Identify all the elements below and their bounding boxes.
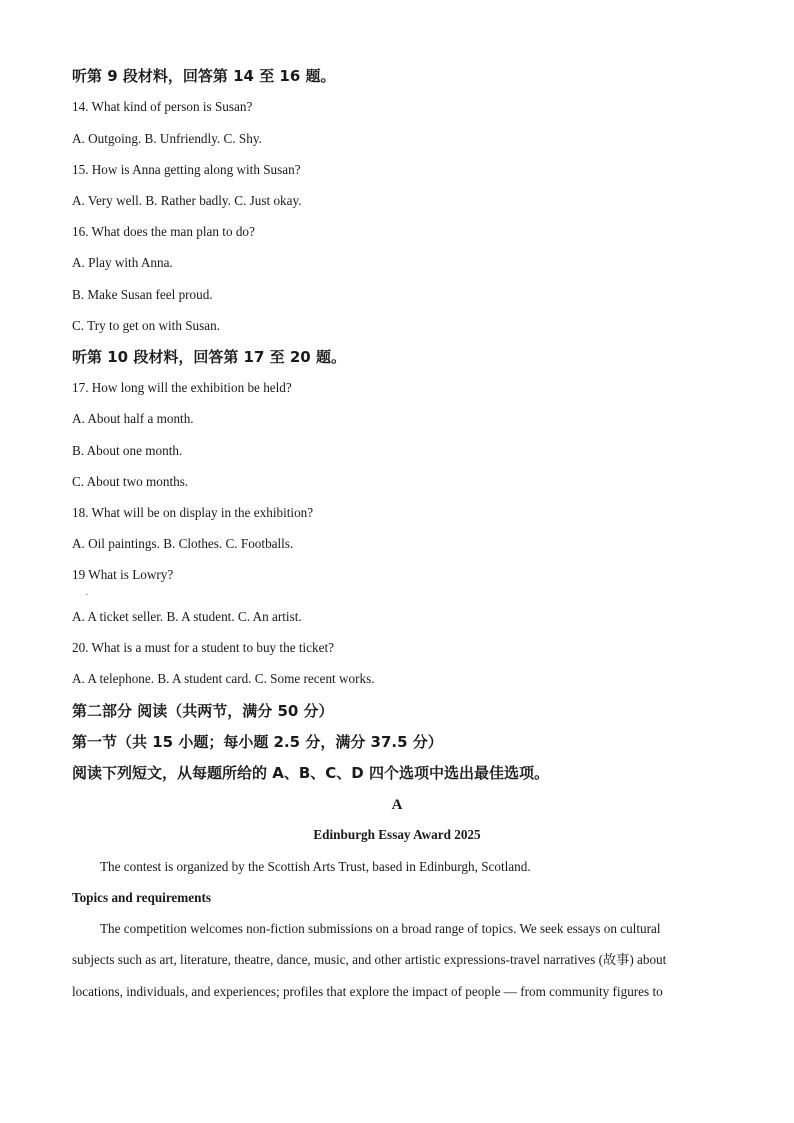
section-one-heading: 第一节（共 15 小题；每小题 2.5 分，满分 37.5 分）	[72, 733, 443, 751]
question-15-options: A. Very well. B. Rather badly. C. Just okay.	[72, 193, 302, 208]
question-16-option-b: B. Make Susan feel proud.	[72, 287, 213, 302]
reading-instruction: 阅读下列短文，从每题所给的 A、B、C、D 四个选项中选出最佳选项。	[72, 764, 549, 782]
question-17-option-b: B. About one month.	[72, 443, 183, 458]
passage-letter: A	[391, 797, 403, 813]
passage-intro: The contest is organized by the Scottish Arts Trust, based in Edinburgh, Scotland.	[100, 859, 531, 874]
question-16: 16. What does the man plan to do?	[72, 224, 255, 239]
question-20: 20. What is a must for a student to buy the ticket?	[72, 640, 334, 655]
question-16-option-a: A. Play with Anna.	[72, 255, 173, 270]
topics-heading: Topics and requirements	[72, 890, 211, 905]
question-14: 14. What kind of person is Susan?	[72, 99, 253, 114]
question-17: 17. How long will the exhibition be held?	[72, 380, 292, 395]
question-19-options: A. A ticket seller. B. A student. C. An artist.	[72, 609, 302, 624]
question-19: 19 What is Lowry?	[72, 567, 174, 582]
question-17-option-c: C. About two months.	[72, 474, 189, 489]
question-15: 15. How is Anna getting along with Susan?	[72, 162, 301, 177]
section-9-heading: 听第 9 段材料，回答第 14 至 16 题。	[72, 67, 336, 85]
section-10-heading: 听第 10 段材料，回答第 17 至 20 题。	[72, 348, 346, 366]
question-17-option-a: A. About half a month.	[72, 411, 194, 426]
question-16-option-c: C. Try to get on with Susan.	[72, 318, 221, 333]
paragraph-line-3: locations, individuals, and experiences; profiles that explore the impact of people — from community figures to	[72, 984, 663, 999]
part-two-heading: 第二部分 阅读（共两节，满分 50 分）	[72, 702, 334, 720]
question-19-dot: .	[86, 588, 88, 597]
question-18: 18. What will be on display in the exhibition?	[72, 505, 314, 520]
question-20-options: A. A telephone. B. A student card. C. Some recent works.	[72, 671, 375, 686]
question-14-options: A. Outgoing. B. Unfriendly. C. Shy.	[72, 131, 262, 146]
question-18-options: A. Oil paintings. B. Clothes. C. Footballs.	[72, 536, 294, 551]
paragraph-line-1: The competition welcomes non-fiction submissions on a broad range of topics. We seek essays on cultural	[100, 921, 661, 936]
passage-title: Edinburgh Essay Award 2025	[313, 827, 481, 842]
paragraph-line-2: subjects such as art, literature, theatre, dance, music, and other artistic expressions-travel narratives (故事) about	[72, 952, 667, 967]
